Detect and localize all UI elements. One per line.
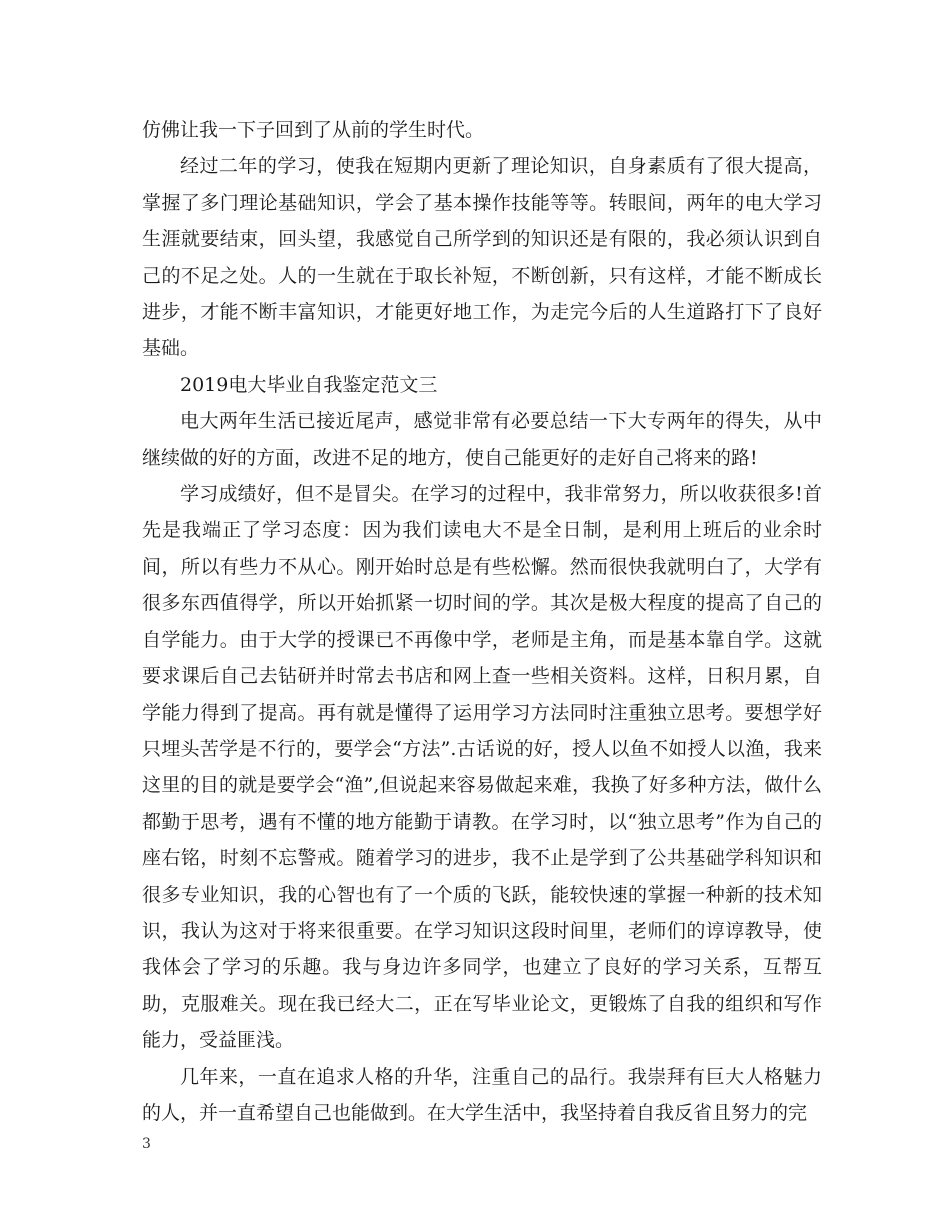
document-body: [142, 112, 822, 1131]
paragraph-1: 仿佛让我一下子回到了从前的学生时代。: [142, 119, 485, 141]
paragraph-5: 几年来，一直在追求人格的升华，注重自己的品行。我崇拜有巨大人格魅力的人，并一直希望自己也能做到。在大学生活中，我坚持着自我反省且努力的完: [142, 1065, 822, 1124]
paragraph-2: 经过二年的学习，使我在短期内更新了理论知识，自身素质有了很大提高，掌握了多门理论基础知识，学会了基本操作技能等等。转眼间，两年的电大学习生涯就要结束，回头望，我感觉自己所学到的知识还是有限的，我必须认识到自己的不足之处。人的一生就在于取长补短，不断创新，只有这样，才能不断成长进步，才能不断丰富知识，才能更好地工作，为走完今后的人生道路打下了良好基础。: [142, 155, 822, 360]
section-heading: 2019电大毕业自我鉴定范文三: [180, 373, 438, 396]
paragraph-4: 学习成绩好，但不是冒尖。在学习的过程中，我非常努力，所以收获很多!首先是我端正了学习态度：因为我们读电大不是全日制，是利用上班后的业余时间，所以有些力不从心。刚开始时总是有些松懈。然而很快我就明白了，大学有很多东西值得学，所以开始抓紧一切时间的学。其次是极大程度的提高了自己的自学能力。由于大学的授课已不再像中学，老师是主角，而是基本靠自学。这就要求课后自己去钻研并时常去书店和网上查一些相关资料。这样，日积月累，自学能力得到了提高。再有就是懂得了运用学习方法同时注重独立思考。要想学好只埋头苦学是不行的，要学会“方法”.古话说的好，授人以鱼不如授人以渔，我来这里的目的就是要学会“渔”,但说起来容易做起来难，我换了好多种方法，做什么都勤于思考，遇有不懂的地方能勤于请教。在学习时，以“独立思考”作为自己的座右铭，时刻不忘警戒。随着学习的进步，我不止是学到了公共基础学科知识和很多专业知识，我的心智也有了一个质的飞跃，能较快速的掌握一种新的技术知识，我认为这对于将来很重要。在学习知识这段时间里，老师们的谆谆教导，使我体会了学习的乐趣。我与身边许多同学，也建立了良好的学习关系，互帮互助，克服难关。现在我已经大二，正在写毕业论文，更锻炼了自我的组织和写作能力，受益匪浅。: [142, 483, 822, 1052]
page-number: 3: [142, 1136, 151, 1152]
paragraph-3: 电大两年生活已接近尾声，感觉非常有必要总结一下大专两年的得失，从中继续做的好的方面，改进不足的地方，使自己能更好的走好自己将来的路!: [142, 410, 822, 469]
